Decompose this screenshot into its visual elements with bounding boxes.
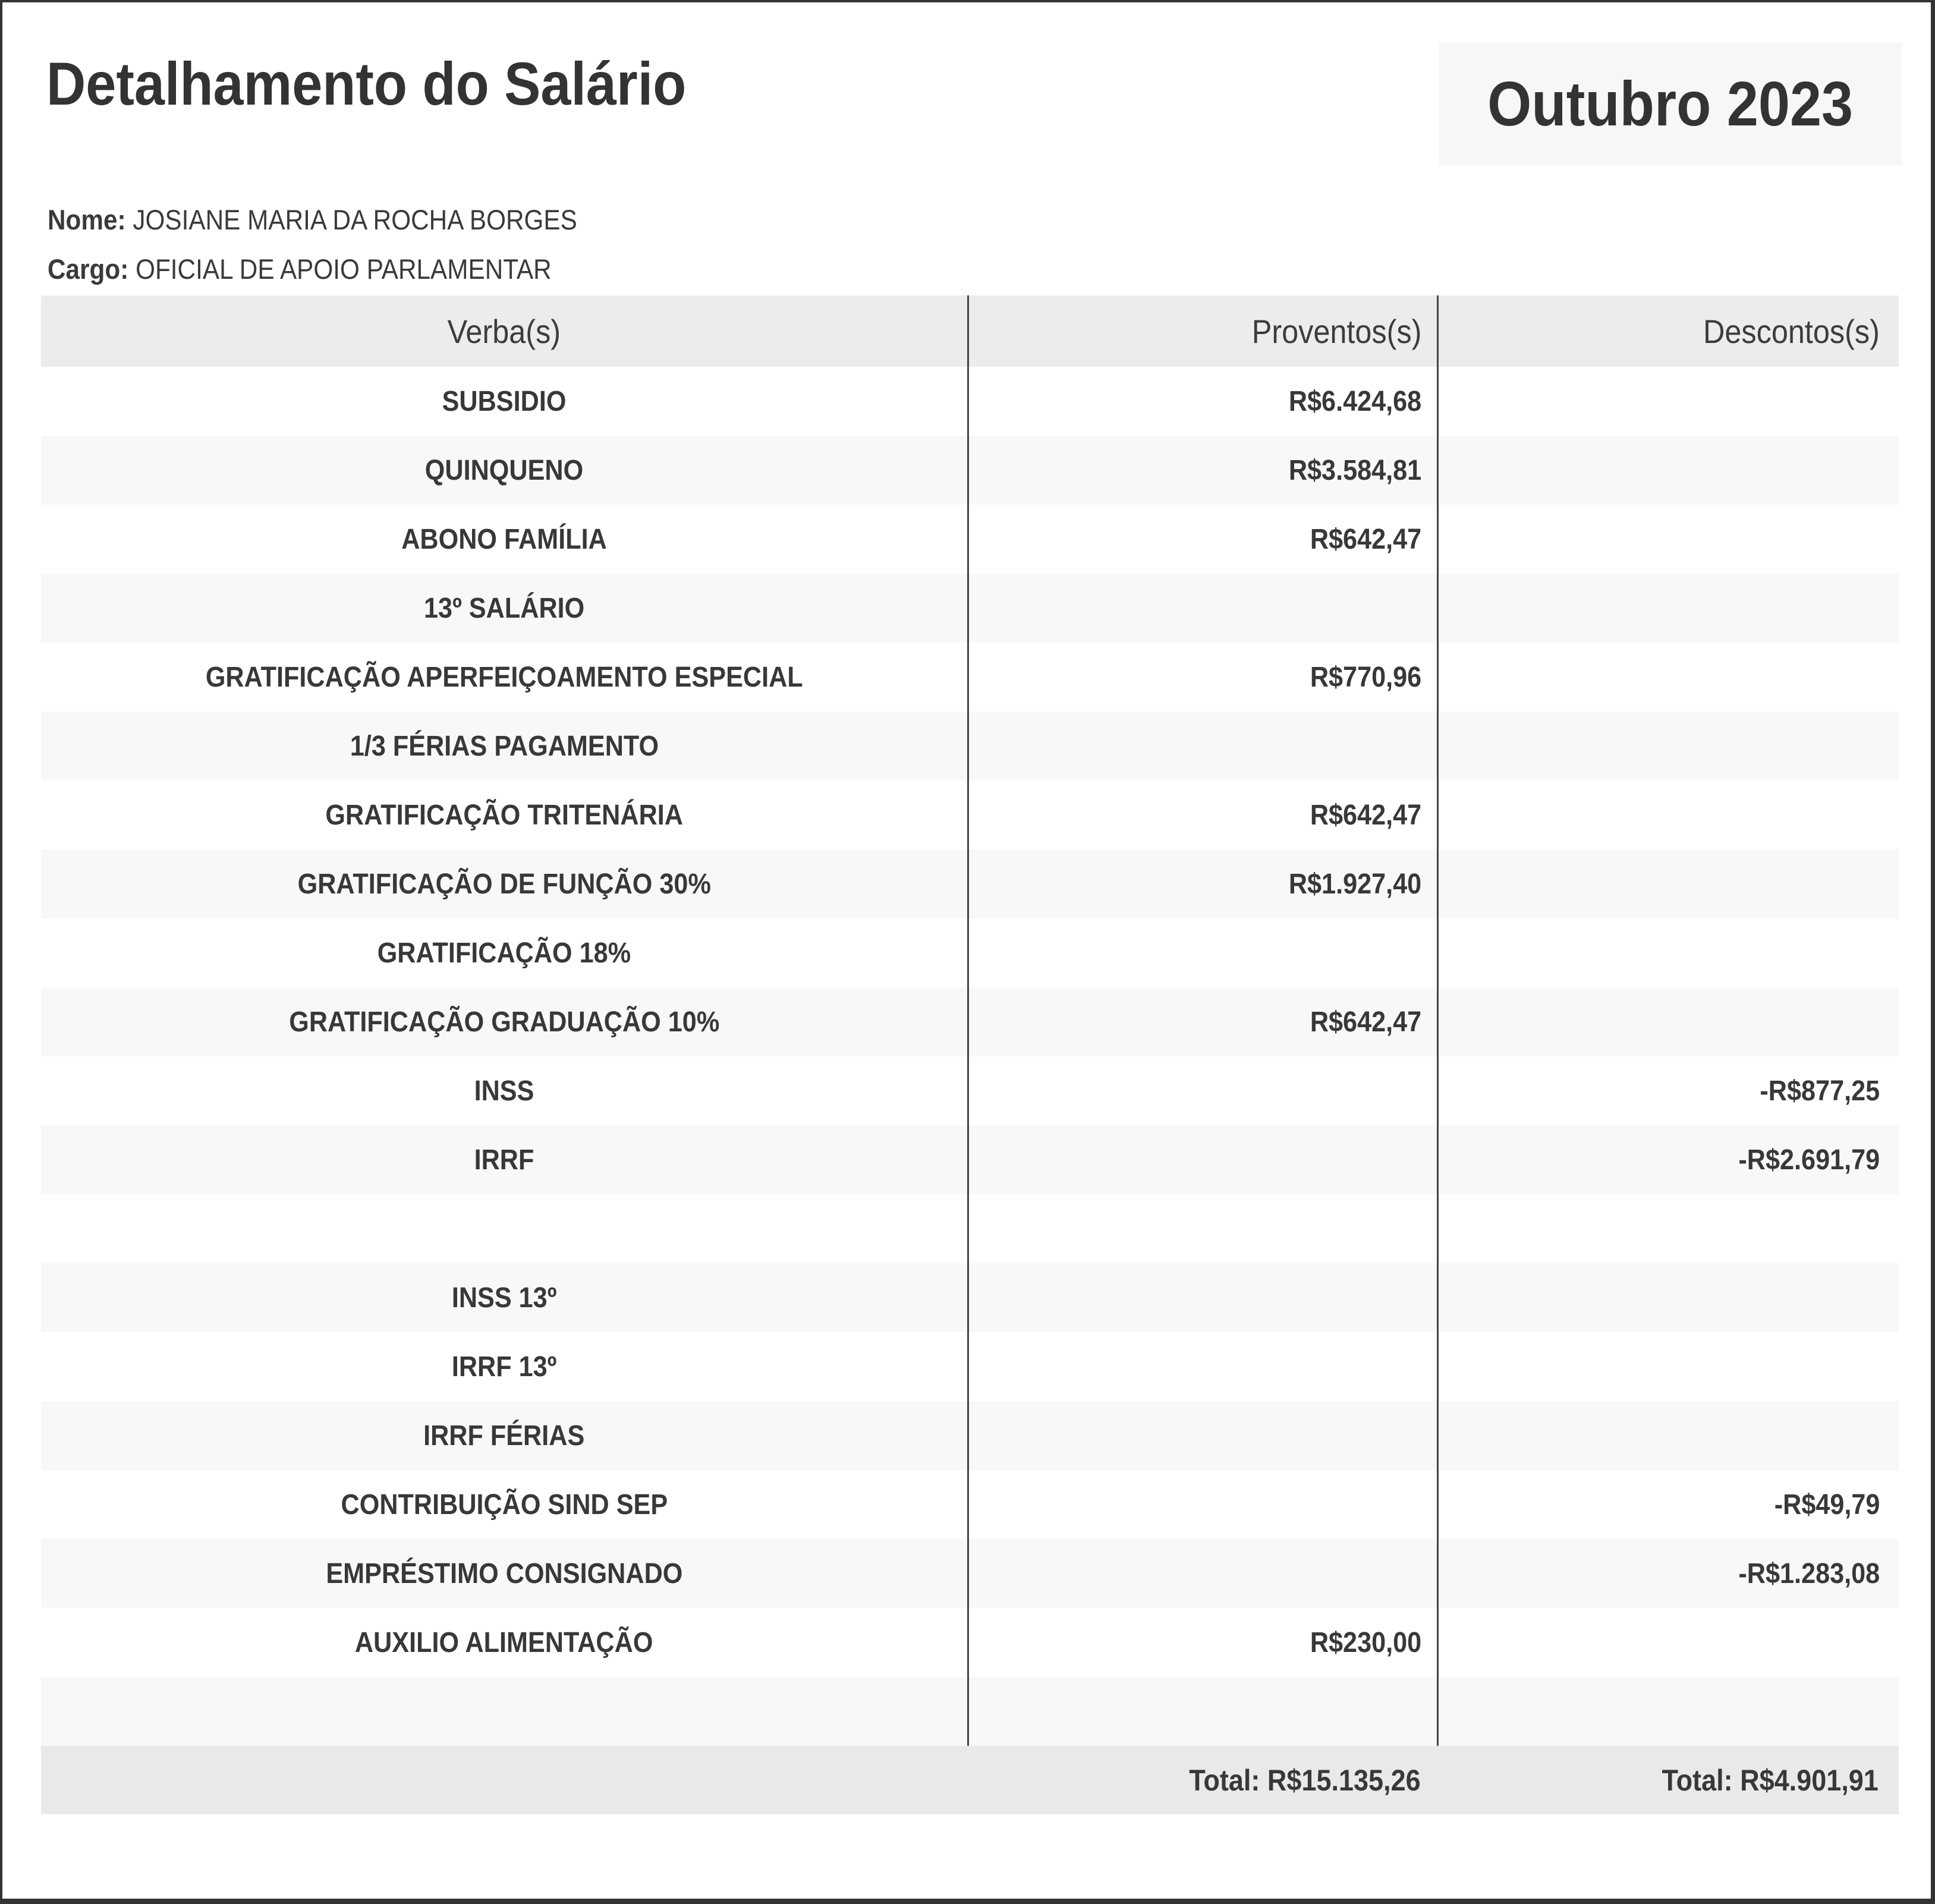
cell-provento: [969, 1677, 1439, 1746]
header-descontos: Descontos(s): [1703, 312, 1880, 350]
cell-provento: R$770,96: [969, 643, 1439, 712]
table-row: [41, 1401, 1899, 1470]
page-title: [46, 48, 757, 120]
cell-verba: AUXILIO ALIMENTAÇÃO: [41, 1608, 969, 1677]
cell-provento: [969, 574, 1439, 643]
cell-desconto: [1439, 1194, 1899, 1263]
cell-desconto: [1439, 1263, 1899, 1332]
cell-desconto: [1439, 987, 1899, 1056]
cell-desconto: [1439, 1677, 1899, 1746]
cell-desconto: [1439, 643, 1899, 712]
cell-provento: R$1.927,40: [969, 849, 1439, 918]
total-proventos: Total: R$15.135,26: [1189, 1763, 1421, 1797]
cell-provento: R$642,47: [969, 987, 1439, 1056]
table-row: [41, 1332, 1899, 1401]
table-row: [41, 574, 1899, 643]
cell-verba: QUINQUENO: [41, 436, 969, 505]
table-row: [41, 1677, 1899, 1746]
cell-verba: SUBSIDIO: [41, 367, 969, 436]
table-header-row: [41, 295, 1899, 367]
header-verba: Verba(s): [41, 295, 969, 367]
table-row: [41, 781, 1899, 849]
table-row: [41, 849, 1899, 918]
total-spacer: [41, 1746, 969, 1814]
employee-name-label: Nome:: [48, 204, 126, 235]
cell-desconto: -R$1.283,08: [1738, 1557, 1880, 1590]
cell-provento: R$642,47: [969, 505, 1439, 574]
cell-desconto: [1439, 849, 1899, 918]
employee-name-value: JOSIANE MARIA DA ROCHA BORGES: [133, 204, 577, 235]
cell-provento: [969, 918, 1439, 987]
table-body: [41, 367, 1899, 1746]
table-row: [41, 367, 1899, 436]
cell-provento: R$3.584,81: [969, 436, 1439, 505]
cell-provento: [969, 1056, 1439, 1125]
period-text: Outubro 2023: [1487, 68, 1853, 139]
cell-verba: GRATIFICAÇÃO 18%: [41, 918, 969, 987]
cell-verba: ABONO FAMÍLIA: [41, 505, 969, 574]
cell-provento: [969, 1263, 1439, 1332]
cell-verba: INSS 13º: [41, 1263, 969, 1332]
cell-verba: IRRF: [41, 1125, 969, 1194]
cell-verba: [41, 1677, 969, 1746]
cell-verba: IRRF 13º: [41, 1332, 969, 1401]
employee-role-label: Cargo:: [48, 253, 129, 285]
cell-verba: 1/3 FÉRIAS PAGAMENTO: [41, 712, 969, 781]
cell-verba: GRATIFICAÇÃO GRADUAÇÃO 10%: [41, 987, 969, 1056]
cell-desconto: [1439, 781, 1899, 849]
cell-desconto: [1439, 1608, 1899, 1677]
cell-verba: [41, 1194, 969, 1263]
cell-provento: R$230,00: [969, 1608, 1439, 1677]
cell-provento: [969, 712, 1439, 781]
period-badge: [1439, 43, 1902, 165]
cell-verba: CONTRIBUIÇÃO SIND SEP: [41, 1470, 969, 1539]
cell-verba: IRRF FÉRIAS: [41, 1401, 969, 1470]
employee-name-line: [48, 204, 636, 236]
table-row: [41, 505, 1899, 574]
cell-desconto: -R$49,79: [1774, 1488, 1880, 1521]
cell-desconto: [1439, 712, 1899, 781]
cell-verba: EMPRÉSTIMO CONSIGNADO: [41, 1539, 969, 1608]
cell-desconto: [1439, 505, 1899, 574]
cell-desconto: -R$877,25: [1760, 1075, 1880, 1107]
table-row: [41, 1539, 1899, 1608]
table-row: [41, 1263, 1899, 1332]
cell-desconto: [1439, 367, 1899, 436]
cell-desconto: -R$2.691,79: [1738, 1144, 1880, 1176]
cell-provento: R$6.424,68: [969, 367, 1439, 436]
employee-role-line: [48, 253, 608, 285]
cell-desconto: [1439, 1401, 1899, 1470]
header-proventos: Proventos(s): [969, 295, 1439, 367]
table-row: [41, 1194, 1899, 1263]
salary-table: [41, 295, 1899, 1814]
table-row: [41, 1608, 1899, 1677]
cell-provento: [969, 1539, 1439, 1608]
cell-provento: [969, 1332, 1439, 1401]
total-row: [41, 1746, 1899, 1814]
table-row: [41, 1470, 1899, 1539]
cell-verba: GRATIFICAÇÃO DE FUNÇÃO 30%: [41, 849, 969, 918]
table-row: [41, 436, 1899, 505]
cell-provento: [969, 1194, 1439, 1263]
cell-verba: GRATIFICAÇÃO APERFEIÇOAMENTO ESPECIAL: [41, 643, 969, 712]
cell-desconto: [1439, 574, 1899, 643]
table-row: [41, 643, 1899, 712]
cell-provento: R$642,47: [969, 781, 1439, 849]
cell-verba: INSS: [41, 1056, 969, 1125]
cell-provento: [969, 1125, 1439, 1194]
page-title-text: Detalhamento do Salário: [46, 50, 687, 118]
table-row: [41, 1125, 1899, 1194]
total-descontos: Total: R$4.901,91: [1662, 1763, 1879, 1797]
cell-desconto: [1439, 436, 1899, 505]
table-row: [41, 1056, 1899, 1125]
cell-provento: [969, 1401, 1439, 1470]
cell-verba: GRATIFICAÇÃO TRITENÁRIA: [41, 781, 969, 849]
cell-desconto: [1439, 1332, 1899, 1401]
table-row: [41, 918, 1899, 987]
cell-provento: [969, 1470, 1439, 1539]
table-row: [41, 712, 1899, 781]
table-row: [41, 987, 1899, 1056]
employee-role-value: OFICIAL DE APOIO PARLAMENTAR: [136, 253, 552, 285]
cell-verba: 13º SALÁRIO: [41, 574, 969, 643]
cell-desconto: [1439, 918, 1899, 987]
